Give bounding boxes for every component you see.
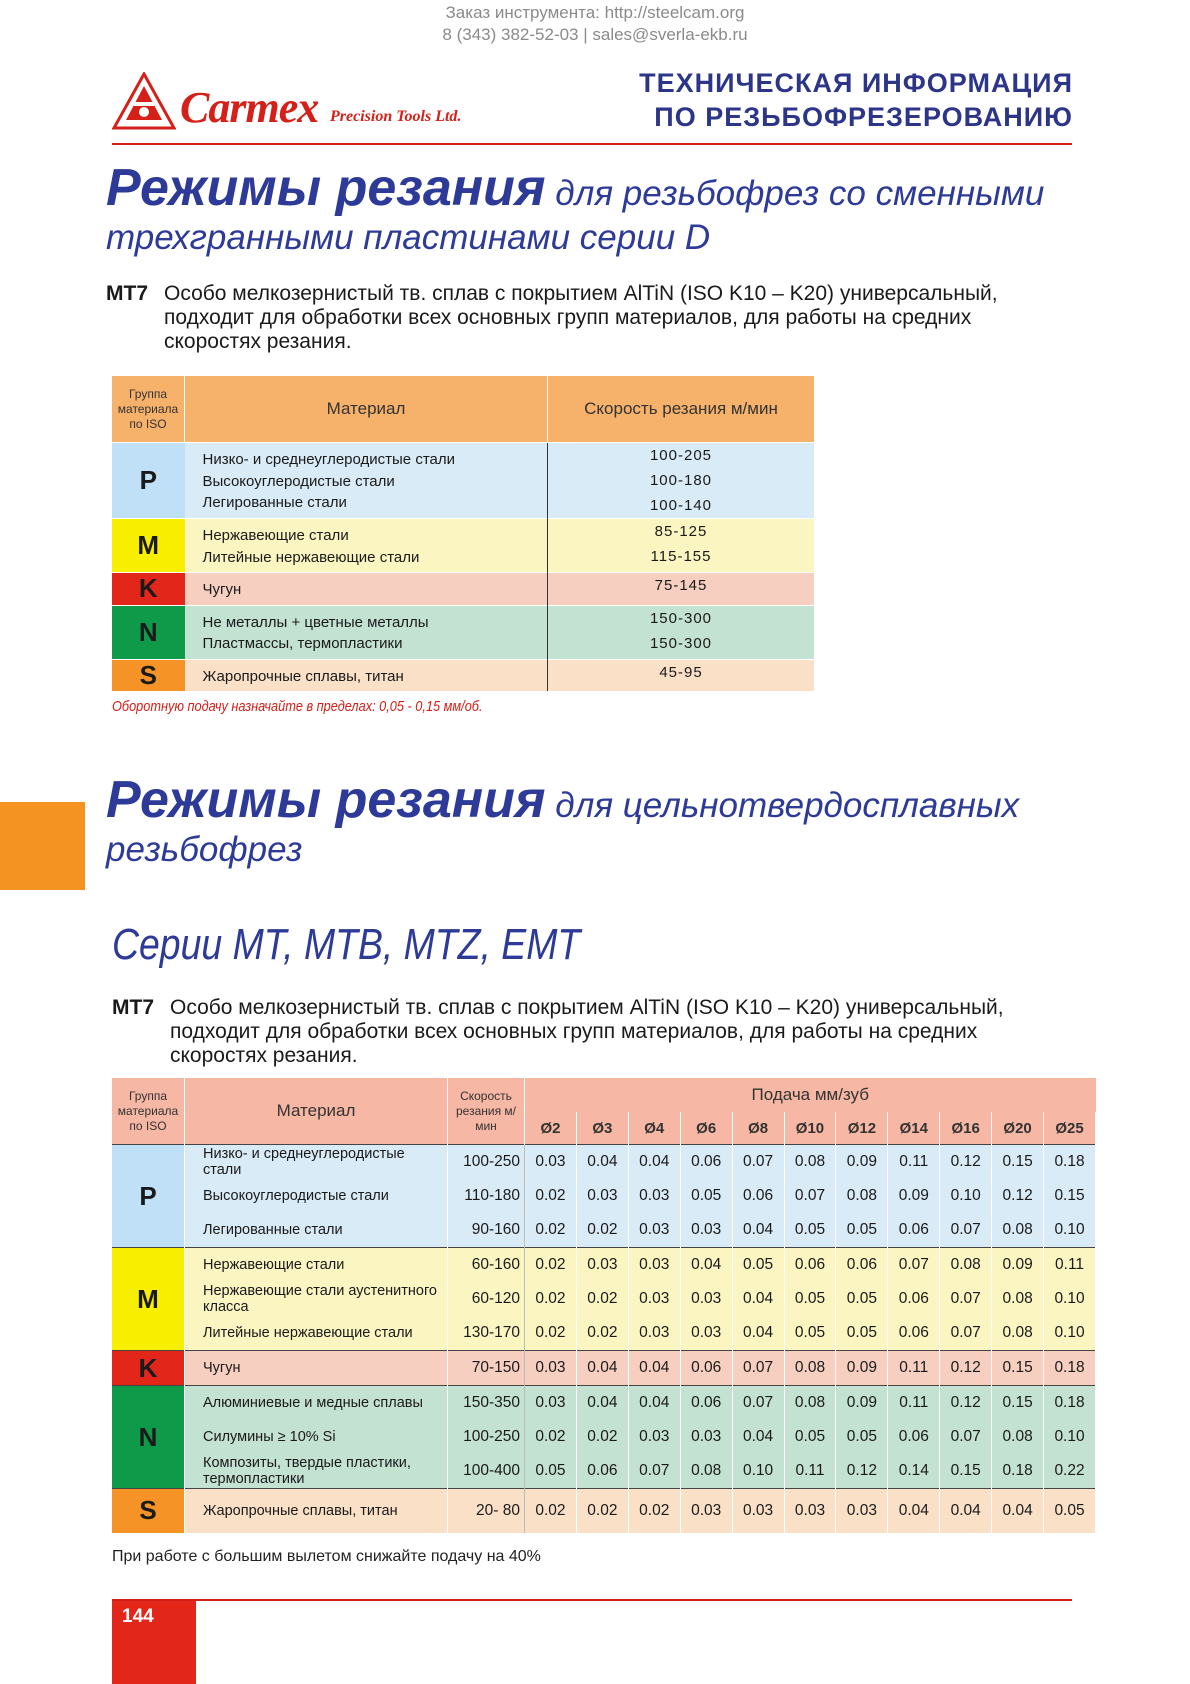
- t2-feed-cell: 0.04: [940, 1489, 992, 1533]
- t2-feed-cell: 0.04: [732, 1316, 784, 1351]
- t2-row: [112, 1145, 1096, 1180]
- t1-material: Не металлы + цветные металлы: [202, 613, 429, 631]
- t1-speeds: [548, 573, 815, 606]
- t2-speed: 130-170: [448, 1316, 525, 1351]
- t2-feed-cell: 0.12: [940, 1351, 992, 1386]
- t2-feed-cell: 0.06: [888, 1282, 940, 1316]
- t2-diameter-header: Ø10: [784, 1112, 836, 1145]
- t2-row: [112, 1489, 1096, 1533]
- t2-feed-cell: 0.18: [1044, 1145, 1096, 1180]
- t2-feed-cell: 0.03: [836, 1489, 888, 1533]
- t2-diameter-header: Ø16: [940, 1112, 992, 1145]
- t2-feed-cell: 0.03: [628, 1248, 680, 1283]
- t2-diameter-header: Ø6: [680, 1112, 732, 1145]
- t2-feed-cell: 0.04: [732, 1420, 784, 1454]
- t2-feed-cell: 0.06: [784, 1248, 836, 1283]
- t1-material: Нержавеющие стали: [202, 527, 349, 544]
- t2-feed-cell: 0.12: [992, 1179, 1044, 1213]
- t1-materials: [185, 443, 548, 519]
- t2-feed-cell: 0.10: [732, 1454, 784, 1489]
- section2-title-big: Режимы резания: [106, 771, 546, 829]
- t2-feed-cell: 0.02: [576, 1316, 628, 1351]
- t2-feed-cell: 0.07: [628, 1454, 680, 1489]
- t2-feed-cell: 0.05: [732, 1248, 784, 1283]
- t2-group-letter: K: [112, 1351, 185, 1386]
- section1-title-rest: для резьбофрез со сменными: [545, 174, 1045, 213]
- t1-group-letter: K: [112, 573, 185, 606]
- t2-feed-cell: 0.03: [628, 1420, 680, 1454]
- t1-speed: 150-300: [649, 634, 713, 652]
- t2-feed-cell: 0.11: [888, 1145, 940, 1180]
- t2-feed-cell: 0.05: [1044, 1489, 1096, 1533]
- t2-row: [112, 1282, 1096, 1316]
- t2-feed-cell: 0.07: [732, 1145, 784, 1180]
- section1-title: [106, 158, 1044, 258]
- t2-material: Композиты, твердые пластики, термопластики: [185, 1454, 448, 1489]
- t2-feed-cell: 0.18: [992, 1454, 1044, 1489]
- t2-feed-cell: 0.04: [576, 1386, 628, 1421]
- t2-feed-cell: 0.10: [1044, 1282, 1096, 1316]
- t2-feed-cell: 0.04: [888, 1489, 940, 1533]
- t2-feed-cell: 0.10: [1044, 1420, 1096, 1454]
- t2-feed-cell: 0.02: [525, 1213, 577, 1248]
- t2-feed-cell: 0.09: [836, 1145, 888, 1180]
- t2-feed-cell: 0.07: [940, 1316, 992, 1351]
- t2-row: [112, 1179, 1096, 1213]
- t2-feed-cell: 0.04: [628, 1386, 680, 1421]
- t2-feed-cell: 0.10: [1044, 1316, 1096, 1351]
- t2-feed-cell: 0.07: [940, 1213, 992, 1248]
- t1-speed: 115-155: [650, 548, 712, 565]
- t2-feed-cell: 0.11: [888, 1351, 940, 1386]
- t2-feed-cell: 0.03: [576, 1179, 628, 1213]
- t1-speed: 100-180: [649, 472, 713, 489]
- t2-feed-cell: 0.03: [525, 1145, 577, 1180]
- t1-material: Пластмассы, термопластики: [202, 635, 403, 652]
- t2-row: [112, 1248, 1096, 1283]
- t2-feed-cell: 0.05: [836, 1282, 888, 1316]
- header-line2: ПО РЕЗЬБОФРЕЗЕРОВАНИЮ: [654, 102, 1073, 132]
- t2-feed-cell: 0.04: [628, 1145, 680, 1180]
- t1-material: Литейные нержавеющие стали: [202, 548, 420, 566]
- t2-feed-cell: 0.08: [992, 1420, 1044, 1454]
- logo-name: Carmex: [180, 83, 319, 132]
- t2-feed-cell: 0.08: [784, 1145, 836, 1180]
- t2-feed-cell: 0.03: [680, 1420, 732, 1454]
- t2-feed-cell: 0.14: [888, 1454, 940, 1489]
- t2-feed-cell: 0.02: [576, 1489, 628, 1533]
- t1-material: Низко- и среднеуглеродистые стали: [202, 451, 455, 468]
- t2-feed-cell: 0.15: [940, 1454, 992, 1489]
- t2-speed: 20- 80: [448, 1489, 525, 1533]
- t1-speeds: [548, 519, 815, 573]
- t2-feed-cell: 0.05: [784, 1213, 836, 1248]
- order-info-line2: 8 (343) 382-52-03 | sales@sverla-ekb.ru: [442, 25, 748, 44]
- t2-group-letter: M: [112, 1248, 185, 1351]
- t2-feed-cell: 0.18: [1044, 1386, 1096, 1421]
- t1-group-letter: P: [112, 443, 185, 519]
- t1-materials: [185, 573, 548, 606]
- t2-feed-cell: 0.03: [680, 1489, 732, 1533]
- t2-feed-cell: 0.09: [888, 1179, 940, 1213]
- t2-material: Низко- и среднеуглеродистые стали: [185, 1145, 448, 1180]
- t1-group-letter: M: [112, 519, 185, 573]
- t2-header-group: Группа материала по ISO: [112, 1078, 185, 1145]
- t2-speed: 100-250: [448, 1145, 525, 1180]
- t2-material: Высокоуглеродистые стали: [185, 1179, 448, 1213]
- t2-diameter-header: Ø20: [992, 1112, 1044, 1145]
- section1-desc-text: Особо мелкозернистый тв. сплав с покрытием AlTiN (ISO K10 – K20) универсальный, подходит для обработки всех основных групп материалов, для работы на средних скоростях резания.: [164, 282, 998, 353]
- t2-speed: 110-180: [448, 1179, 525, 1213]
- t1-materials: [185, 659, 548, 691]
- t2-diameter-header: Ø4: [628, 1112, 680, 1145]
- t2-feed-cell: 0.11: [888, 1386, 940, 1421]
- t1-speeds: [548, 443, 815, 519]
- header-line1: ТЕХНИЧЕСКАЯ ИНФОРМАЦИЯ: [639, 68, 1073, 98]
- t2-feed-cell: 0.03: [628, 1179, 680, 1213]
- t2-feed-cell: 0.02: [576, 1213, 628, 1248]
- t2-feed-cell: 0.02: [525, 1316, 577, 1351]
- t2-feed-cell: 0.09: [836, 1351, 888, 1386]
- t2-speed: 60-120: [448, 1282, 525, 1316]
- t2-feed-cell: 0.07: [940, 1282, 992, 1316]
- t2-feed-cell: 0.03: [680, 1213, 732, 1248]
- t2-feed-cell: 0.15: [1044, 1179, 1096, 1213]
- t1-materials: [185, 519, 548, 573]
- t2-feed-cell: 0.05: [836, 1316, 888, 1351]
- t2-feed-cell: 0.08: [680, 1454, 732, 1489]
- t2-feed-cell: 0.10: [940, 1179, 992, 1213]
- footer-divider: [112, 1599, 1072, 1601]
- t2-feed-cell: 0.05: [836, 1420, 888, 1454]
- t1-group-letter: S: [112, 659, 185, 691]
- section2-desc-text: Особо мелкозернистый тв. сплав с покрытием AlTiN (ISO K10 – K20) универсальный, подходит для обработки всех основных групп материалов, для работы на средних скоростях резания.: [170, 996, 1004, 1067]
- t2-feed-cell: 0.09: [836, 1386, 888, 1421]
- t2-row: [112, 1213, 1096, 1248]
- t2-feed-cell: 0.03: [525, 1386, 577, 1421]
- t2-feed-cell: 0.15: [992, 1386, 1044, 1421]
- page-number: 144: [122, 1606, 154, 1627]
- t1-materials: [185, 605, 548, 659]
- t2-feed-cell: 0.06: [680, 1386, 732, 1421]
- t2-feed-cell: 0.03: [680, 1282, 732, 1316]
- t2-feed-cell: 0.07: [732, 1351, 784, 1386]
- section2-subtitle: Серии MT, MTB, MTZ, EMT: [112, 920, 581, 969]
- t2-feed-cell: 0.10: [1044, 1213, 1096, 1248]
- t2-header-material: Материал: [185, 1078, 448, 1145]
- t2-material: Литейные нержавеющие стали: [185, 1316, 448, 1351]
- t2-feed-cell: 0.04: [680, 1248, 732, 1283]
- t2-feed-cell: 0.05: [836, 1213, 888, 1248]
- t2-feed-cell: 0.05: [680, 1179, 732, 1213]
- t2-feed-cell: 0.03: [732, 1489, 784, 1533]
- t2-feed-cell: 0.02: [525, 1420, 577, 1454]
- section1-table: [112, 376, 814, 691]
- t2-group-letter: P: [112, 1145, 185, 1248]
- t2-feed-cell: 0.08: [784, 1386, 836, 1421]
- t2-speed: 60-160: [448, 1248, 525, 1283]
- logo-subtitle: Precision Tools Ltd.: [330, 108, 462, 125]
- section1-code: MT7: [106, 282, 148, 305]
- t1-header-speed: Скорость резания м/мин: [548, 376, 815, 443]
- t2-feed-cell: 0.08: [992, 1282, 1044, 1316]
- t2-feed-cell: 0.05: [784, 1316, 836, 1351]
- t1-material: Жаропрочные сплавы, титан: [202, 667, 404, 685]
- t2-header-speed: Скорость резания м/мин: [448, 1078, 525, 1145]
- t1-speed: 100-140: [649, 497, 713, 514]
- section1-title-big: Режимы резания: [106, 159, 546, 217]
- t2-row: [112, 1420, 1096, 1454]
- t2-feed-cell: 0.04: [732, 1213, 784, 1248]
- t2-feed-cell: 0.02: [525, 1489, 577, 1533]
- side-tab: [0, 802, 85, 890]
- t2-feed-cell: 0.02: [576, 1420, 628, 1454]
- t2-feed-cell: 0.03: [628, 1282, 680, 1316]
- t2-feed-cell: 0.06: [576, 1454, 628, 1489]
- t2-feed-cell: 0.06: [888, 1213, 940, 1248]
- t1-material: Легированные стали: [202, 494, 347, 511]
- t2-feed-cell: 0.08: [940, 1248, 992, 1283]
- section2-title-line2: резьбофрез: [106, 830, 303, 869]
- t2-feed-cell: 0.05: [525, 1454, 577, 1489]
- t2-feed-cell: 0.02: [525, 1282, 577, 1316]
- section2-description: [112, 996, 1072, 1068]
- t2-feed-cell: 0.02: [628, 1489, 680, 1533]
- order-info-line1: Заказ инструмента: http://steelcam.org: [445, 3, 745, 22]
- t2-speed: 90-160: [448, 1213, 525, 1248]
- t2-feed-cell: 0.08: [992, 1316, 1044, 1351]
- t2-feed-cell: 0.07: [940, 1420, 992, 1454]
- t2-material: Нержавеющие стали: [185, 1248, 448, 1283]
- t2-feed-cell: 0.07: [784, 1179, 836, 1213]
- t2-material: Жаропрочные сплавы, титан: [185, 1489, 448, 1533]
- t2-feed-cell: 0.03: [784, 1489, 836, 1533]
- t2-diameter-header: Ø8: [732, 1112, 784, 1145]
- section1-note: Оборотную подачу назначайте в пределах: 0,05 - 0,15 мм/об.: [112, 698, 483, 715]
- t2-feed-cell: 0.06: [888, 1316, 940, 1351]
- t2-feed-cell: 0.06: [732, 1179, 784, 1213]
- t1-speed: 100-205: [649, 447, 713, 464]
- t2-feed-cell: 0.03: [628, 1316, 680, 1351]
- t2-group-letter: N: [112, 1386, 185, 1489]
- t2-feed-cell: 0.12: [940, 1386, 992, 1421]
- t2-speed: 70-150: [448, 1351, 525, 1386]
- t1-header-group: Группа материала по ISO: [112, 376, 185, 443]
- t2-diameter-header: Ø2: [525, 1112, 577, 1145]
- t2-material: Силумины ≥ 10% Si: [185, 1420, 448, 1454]
- t2-feed-cell: 0.12: [940, 1145, 992, 1180]
- section1-description: [106, 282, 1066, 354]
- t2-feed-cell: 0.03: [628, 1213, 680, 1248]
- t2-feed-cell: 0.06: [836, 1248, 888, 1283]
- t2-feed-cell: 0.18: [1044, 1351, 1096, 1386]
- t2-feed-cell: 0.02: [576, 1282, 628, 1316]
- t2-feed-cell: 0.22: [1044, 1454, 1096, 1489]
- t2-diameter-header: Ø3: [576, 1112, 628, 1145]
- t1-group-letter: N: [112, 605, 185, 659]
- section2-title-rest: для цельнотвердосплавных: [545, 786, 1020, 825]
- t2-speed: 150-350: [448, 1386, 525, 1421]
- section2-title: [106, 770, 1019, 870]
- t2-row: [112, 1351, 1096, 1386]
- t2-row: [112, 1386, 1096, 1421]
- t2-speed: 100-250: [448, 1420, 525, 1454]
- t2-feed-cell: 0.03: [576, 1248, 628, 1283]
- section2-code: MT7: [112, 996, 154, 1019]
- t2-feed-cell: 0.06: [680, 1145, 732, 1180]
- t2-header-feed: Подача мм/зуб: [525, 1078, 1096, 1112]
- t2-feed-cell: 0.04: [576, 1351, 628, 1386]
- t1-speed: 75-145: [654, 577, 708, 594]
- t2-feed-cell: 0.05: [784, 1420, 836, 1454]
- t2-feed-cell: 0.06: [888, 1420, 940, 1454]
- t2-material: Алюминиевые и медные сплавы: [185, 1386, 448, 1421]
- t2-row: [112, 1454, 1096, 1489]
- section2-note: При работе с большим вылетом снижайте подачу на 40%: [112, 1548, 541, 1565]
- header-divider: [112, 143, 1072, 145]
- t2-feed-cell: 0.02: [525, 1179, 577, 1213]
- t1-speed: 45-95: [659, 663, 703, 681]
- t2-feed-cell: 0.06: [680, 1351, 732, 1386]
- t2-feed-cell: 0.05: [784, 1282, 836, 1316]
- t2-feed-cell: 0.08: [836, 1179, 888, 1213]
- section1-title-line2: трехгранными пластинами серии D: [106, 218, 711, 257]
- t2-feed-cell: 0.15: [992, 1145, 1044, 1180]
- t1-speeds: [548, 605, 815, 659]
- t2-feed-cell: 0.04: [576, 1145, 628, 1180]
- t1-speed: 85-125: [654, 523, 708, 540]
- order-info: [0, 2, 1190, 46]
- t1-header-material: Материал: [185, 376, 548, 443]
- t2-feed-cell: 0.11: [1044, 1248, 1096, 1283]
- t1-speeds: [548, 659, 815, 691]
- t2-feed-cell: 0.08: [992, 1213, 1044, 1248]
- t1-material: Высокоуглеродистые стали: [202, 472, 395, 490]
- t2-feed-cell: 0.04: [732, 1282, 784, 1316]
- t2-diameter-header: Ø25: [1044, 1112, 1096, 1145]
- t2-feed-cell: 0.07: [888, 1248, 940, 1283]
- t2-feed-cell: 0.02: [525, 1248, 577, 1283]
- t2-diameter-header: Ø12: [836, 1112, 888, 1145]
- t1-speed: 150-300: [649, 609, 713, 627]
- t2-row: [112, 1316, 1096, 1351]
- t2-material: Нержавеющие стали аустенитного класса: [185, 1282, 448, 1316]
- t2-feed-cell: 0.11: [784, 1454, 836, 1489]
- t2-feed-cell: 0.04: [628, 1351, 680, 1386]
- t2-feed-cell: 0.09: [992, 1248, 1044, 1283]
- t2-group-letter: S: [112, 1489, 185, 1533]
- page-header: [639, 66, 1073, 134]
- t2-feed-cell: 0.03: [525, 1351, 577, 1386]
- t1-material: Чугун: [202, 581, 242, 598]
- t2-feed-cell: 0.04: [992, 1489, 1044, 1533]
- t2-material: Легированные стали: [185, 1213, 448, 1248]
- section2-table: [112, 1078, 1096, 1533]
- t2-feed-cell: 0.15: [992, 1351, 1044, 1386]
- t2-feed-cell: 0.08: [784, 1351, 836, 1386]
- t2-material: Чугун: [185, 1351, 448, 1386]
- t2-diameter-header: Ø14: [888, 1112, 940, 1145]
- carmex-logo-icon: [112, 72, 176, 132]
- t2-feed-cell: 0.07: [732, 1386, 784, 1421]
- t2-feed-cell: 0.03: [680, 1316, 732, 1351]
- t2-feed-cell: 0.12: [836, 1454, 888, 1489]
- t2-speed: 100-400: [448, 1454, 525, 1489]
